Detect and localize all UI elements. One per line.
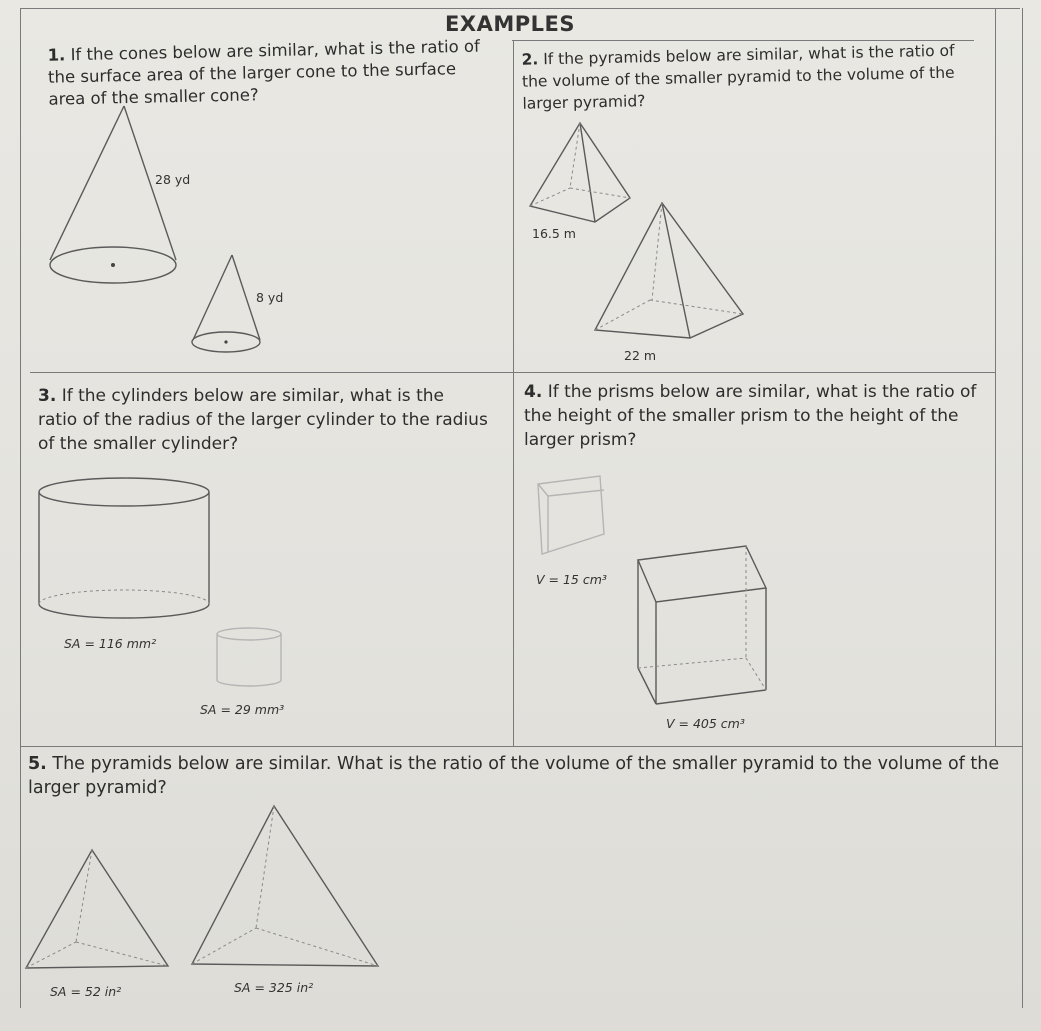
- large-cone-figure: [40, 100, 190, 300]
- question-number: 1.: [47, 45, 66, 65]
- left-border: [20, 8, 21, 1008]
- cylinder-top: [39, 478, 209, 506]
- large-cylinder-figure: [34, 474, 214, 624]
- pyramid-hidden-edge: [570, 188, 630, 198]
- question-text: The pyramids below are similar. What is the ratio of the volume of the smaller pyramid to the volume of the larger pyramid?: [28, 754, 1000, 798]
- small-cylinder-label: SA = 29 mm³: [200, 702, 285, 717]
- page-title: EXAMPLES: [445, 12, 575, 36]
- cone-center-dot: [111, 263, 115, 267]
- small-triangular-pyramid-figure: [22, 846, 172, 974]
- question-number: 4.: [524, 382, 543, 402]
- small-prism-label: V = 15 cm³: [536, 572, 607, 587]
- small-cone-figure: [188, 250, 268, 360]
- inner-right-border: [995, 8, 996, 746]
- row-divider-1: [30, 372, 995, 373]
- question-text: If the prisms below are similar, what is the ratio of the height of the smaller prism to the height of the larger prism?: [524, 382, 977, 450]
- right-border: [1022, 8, 1023, 1008]
- prism-hidden-edge: [746, 658, 766, 690]
- question-number: 5.: [28, 754, 47, 774]
- small-cylinder-figure: [214, 626, 286, 690]
- top-border: [20, 8, 1020, 9]
- question-3: [38, 384, 488, 456]
- large-triangular-pyramid-label: SA = 325 in²: [234, 980, 314, 995]
- large-prism-figure: [636, 542, 772, 710]
- cylinder-bottom-front: [39, 604, 209, 618]
- cone-side-left: [50, 106, 124, 260]
- large-prism-label: V = 405 cm³: [666, 716, 745, 731]
- cone-side-left: [193, 255, 232, 340]
- pyramid-height: [570, 123, 580, 188]
- pyramid-hidden-edge: [256, 928, 378, 966]
- large-pyramid-label: 22 m: [624, 348, 657, 363]
- row-divider-2: [20, 746, 1022, 747]
- question-number: 3.: [38, 386, 57, 406]
- pyramid-faces: [192, 806, 378, 966]
- large-triangular-pyramid-figure: [188, 802, 384, 972]
- small-triangular-pyramid-label: SA = 52 in²: [50, 984, 122, 999]
- pyramid-hidden-edge: [650, 300, 743, 314]
- cylinder-top: [217, 628, 281, 640]
- small-prism-figure: [534, 472, 614, 564]
- pyramid-faces: [26, 850, 168, 968]
- question-number: 2.: [521, 50, 539, 69]
- question-2: [521, 39, 972, 114]
- prism-top: [638, 546, 766, 602]
- large-cylinder-label: SA = 116 mm²: [64, 636, 157, 651]
- question-4: [524, 380, 984, 452]
- question-text: If the cones below are similar, what is the ratio of the surface area of the larger cone to the surface area of the smaller cone?: [47, 36, 481, 109]
- prism-edge: [656, 690, 766, 704]
- pyramid-height: [652, 203, 662, 300]
- prism-edge: [538, 484, 548, 496]
- prism-hidden-edge: [638, 658, 746, 668]
- cylinder-bottom: [217, 680, 281, 686]
- small-pyramid-label: 16.5 m: [532, 226, 576, 241]
- large-cone-label: 28 yd: [155, 172, 191, 187]
- question-5: [28, 752, 1013, 800]
- vertical-divider: [513, 40, 514, 746]
- prism-edge: [638, 668, 656, 704]
- cone-center-dot: [224, 340, 227, 343]
- prism-edge: [548, 490, 604, 496]
- cylinder-bottom-back: [39, 590, 209, 604]
- large-pyramid-figure: [590, 198, 750, 348]
- small-cone-label: 8 yd: [256, 290, 284, 305]
- question-text: If the cylinders below are similar, what is the ratio of the radius of the larger cylinder to the radius of the smaller cylinder?: [38, 386, 488, 454]
- question-text: If the pyramids below are similar, what is the ratio of the volume of the smaller pyramid to the volume of the larger pyramid?: [521, 41, 955, 113]
